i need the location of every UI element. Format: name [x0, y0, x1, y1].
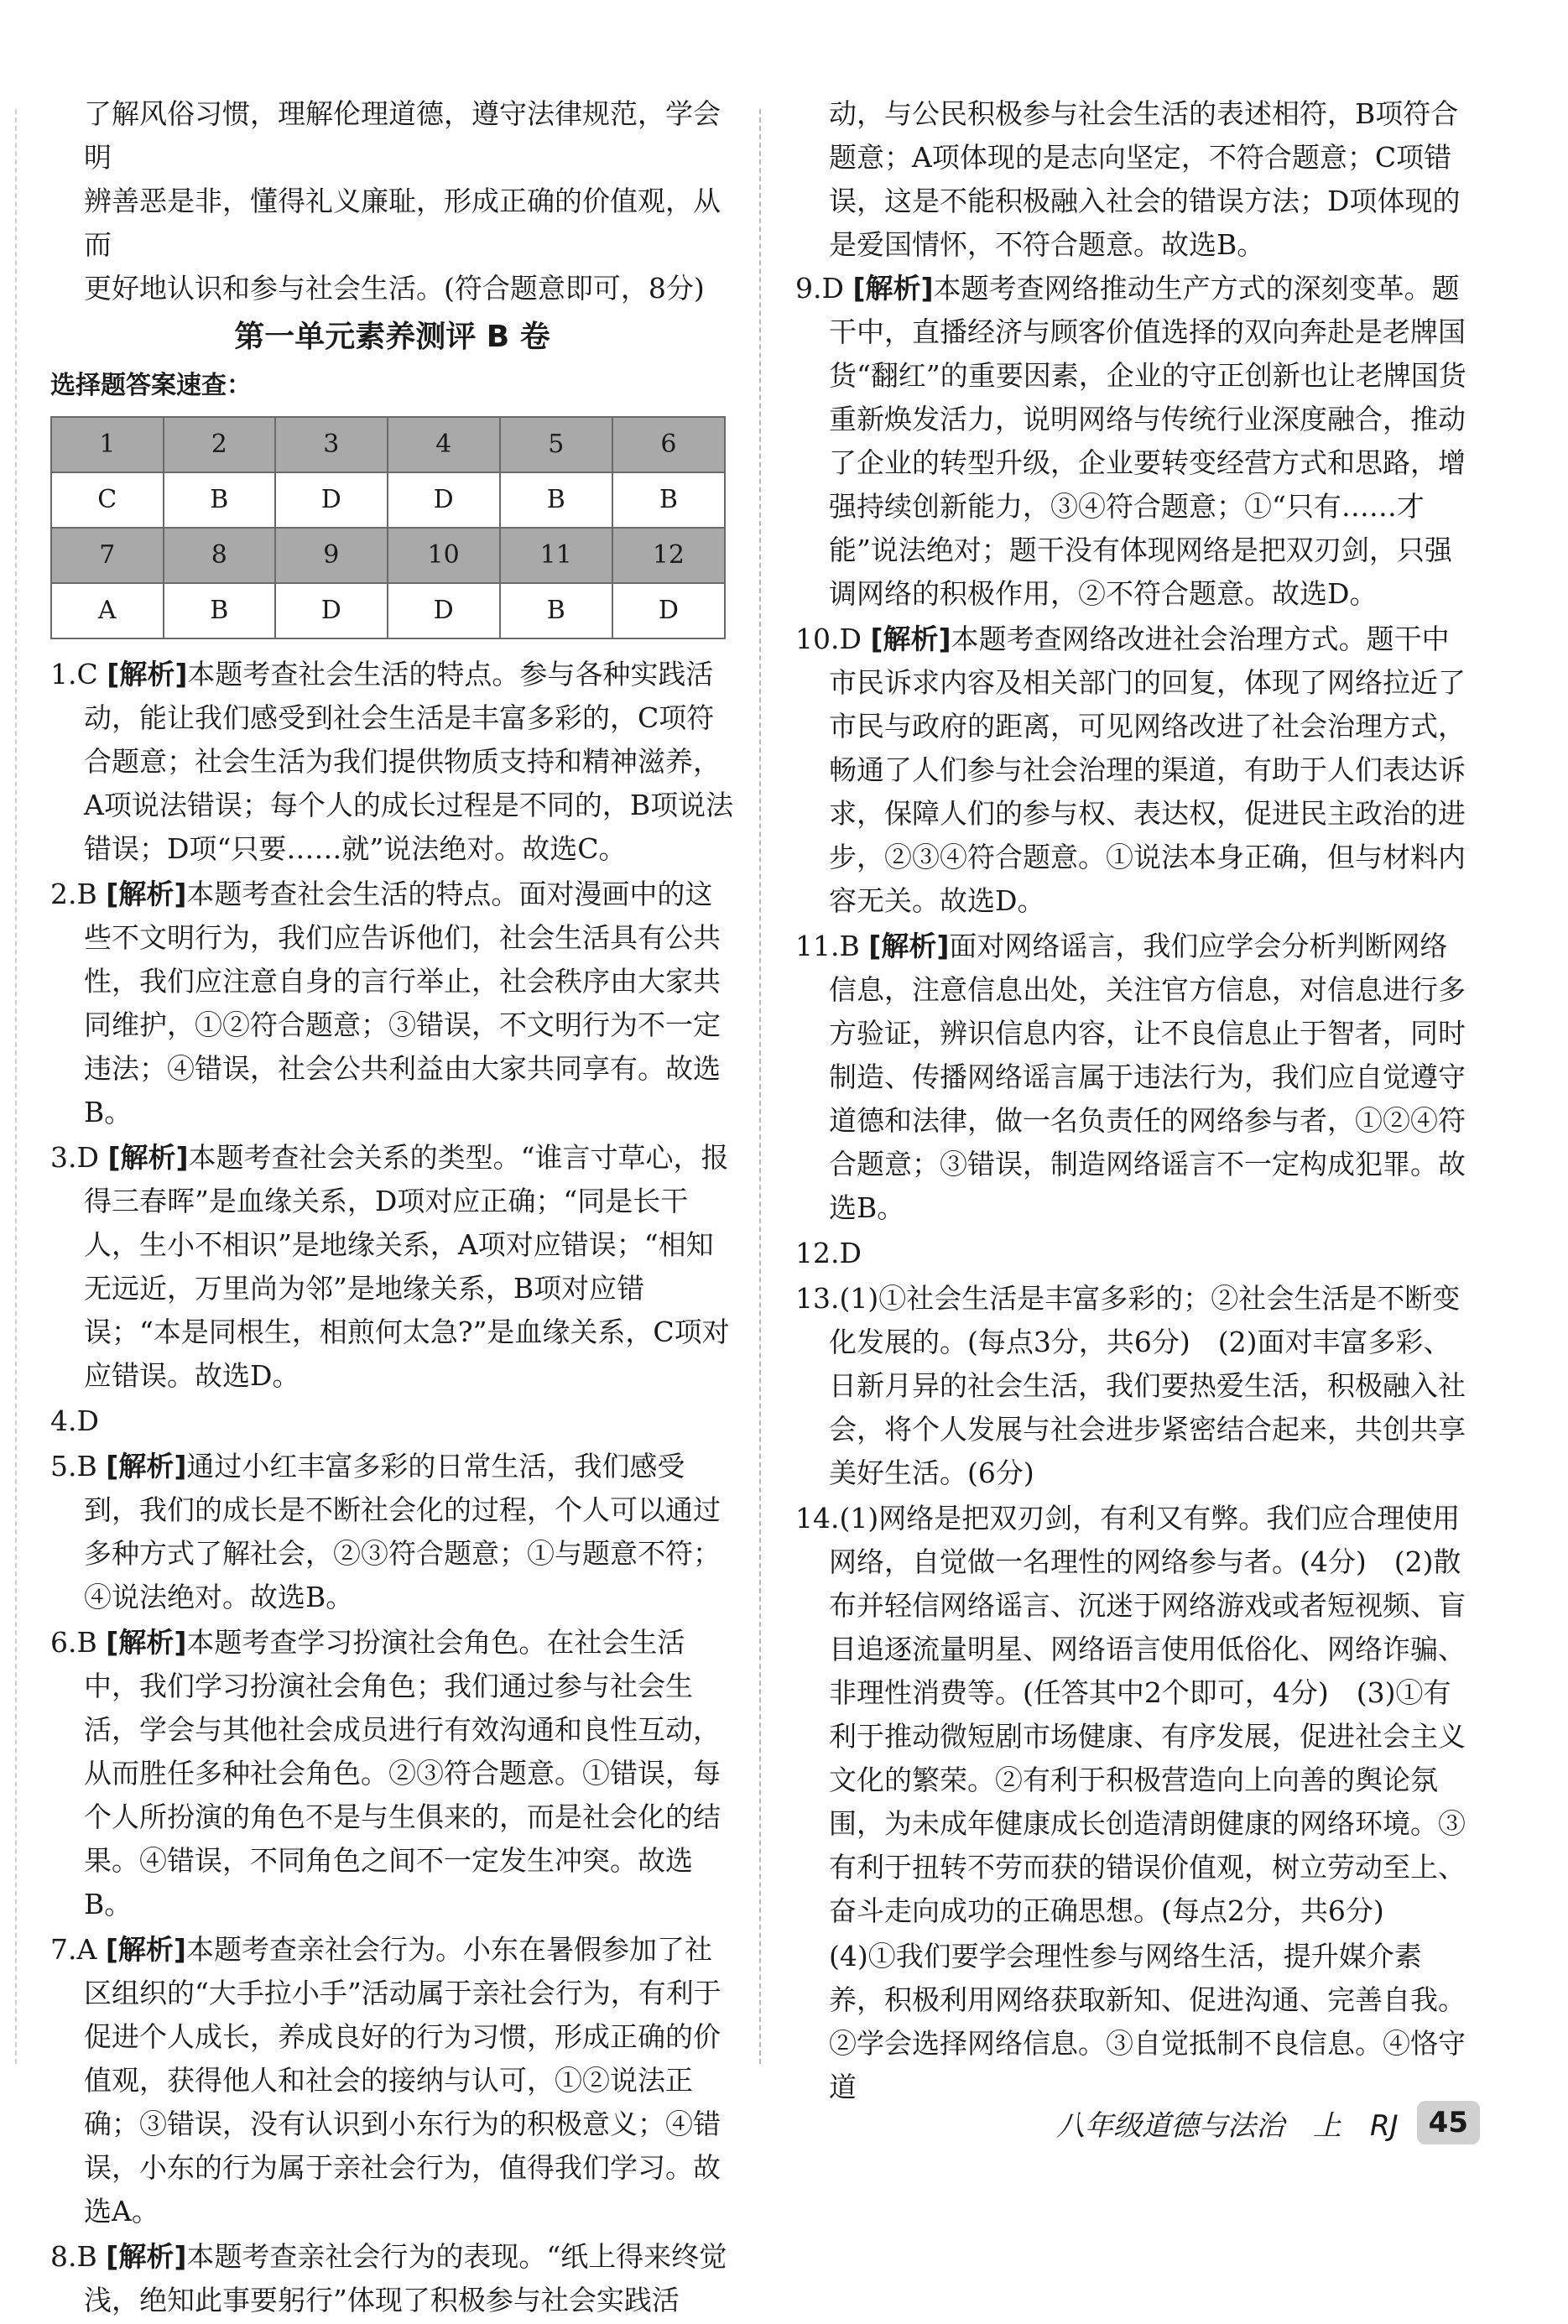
answer-table: [50, 416, 726, 639]
item-number: 11.B: [795, 930, 860, 962]
analysis-tag: [解析]: [870, 623, 951, 655]
item-number: 1.C: [50, 658, 98, 690]
right-column: [795, 92, 1475, 2109]
item-14-part-4: (4)①我们要学会理性参与网络生活，提升媒介素养，积极利用网络获取新知、促进沟通、完善自我。②学会选择网络信息。③自觉抵制不良信息。④恪守道: [829, 1940, 1466, 2103]
subject-label: 八年级道德与法治 上 RJ: [1056, 2108, 1399, 2143]
item-number: 13.: [795, 1282, 840, 1315]
item-number: 12.D: [795, 1237, 862, 1269]
page-number: 45: [1417, 2101, 1480, 2144]
section-title: 第一单元素养测评 B 卷: [234, 320, 550, 354]
item-text: 本题考查学习扮演社会角色。在社会生活中，我们学习扮演社会角色；我们通过参与社会生活，学会与其他社会成员进行有效沟通和良性互动，从而胜任多种社会角色。②③符合题意。①错误，每个人所扮演的角色不是与生俱来的，而是社会化的结果。④错误，不同角色之间不一定发生冲突。故选B。: [84, 1626, 721, 1920]
analysis-tag: [解析]: [106, 1626, 187, 1659]
question-number-cell: 8: [164, 528, 275, 583]
item-number: 6.B: [50, 1626, 97, 1659]
answer-table-number-row: [51, 528, 725, 583]
item-number: 8.B: [50, 2240, 97, 2273]
item-number: 10.D: [795, 623, 862, 655]
question-number-cell: 4: [388, 417, 500, 472]
analysis-tag: [解析]: [106, 1450, 187, 1482]
item-text: 本题考查亲社会行为的表现。“纸上得来终觉浅，绝知此事要躬行”体现了积极参与社会实践活: [84, 2240, 727, 2316]
item-text: 本题考查社会关系的类型。“谁言寸草心，报得三春晖”是血缘关系，D项对应正确；“同是长干人，生小不相识”是地缘关系，A项对应错误；“相知无远近，万里尚为邻”是地缘关系，B项对应错误；“本是同根生，相煎何太急?”是血缘关系，C项对应错误。故选D。: [84, 1141, 730, 1392]
answer-cell: D: [275, 583, 388, 638]
answer-table-number-row: [51, 417, 725, 472]
left-margin-dashes: [15, 109, 17, 2064]
question-number-cell: 2: [164, 417, 275, 472]
item-number: 5.B: [50, 1450, 97, 1482]
answer-item: [50, 1399, 734, 1443]
question-number-cell: 6: [612, 417, 725, 472]
question-number-cell: 9: [275, 528, 388, 583]
question-number-cell: 3: [275, 417, 388, 472]
item-text: 面对网络谣言，我们应学会分析判断网络信息，注意信息出处，关注官方信息，对信息进行多方验证，辨识信息内容，让不良信息止于智者，同时制造、传播网络谣言属于违法行为，我们应自觉遵守道德和法律，做一名负责任的网络参与者，①②④符合题意；③错误，制造网络谣言不一定构成犯罪。故选B。: [829, 930, 1466, 1224]
item-number: 7.A: [50, 1933, 97, 1966]
answer-table-answer-row: [51, 583, 725, 638]
analysis-tag: [解析]: [107, 1141, 189, 1174]
question-number-cell: 12: [612, 528, 725, 583]
answer-item: [795, 1277, 1475, 1495]
left-column: [50, 92, 734, 2324]
intro-line: 更好地认识和参与社会生活。(符合题意即可，8分): [84, 272, 705, 305]
analysis-tag: [解析]: [107, 658, 188, 690]
analysis-tag: [解析]: [106, 2240, 187, 2273]
answer-cell: D: [275, 472, 388, 528]
answer-item: [50, 653, 734, 871]
item-text: (1)①社会生活是丰富多彩的；②社会生活是不断变化发展的。(每点3分，共6分) (2)面对丰富多彩、日新月异的社会生活，我们要热爱生活，积极融入社会，将个人发展与社会进步紧密结合起来，共创共享美好生活。(6分): [829, 1282, 1466, 1489]
item-text: 本题考查社会生活的特点。面对漫画中的这些不文明行为，我们应告诉他们，社会生活具有公共性，我们应注意自身的言行举止，社会秩序由大家共同维护，①②符合题意；③错误，不文明行为不一定违法；④错误，社会公共利益由大家共同享有。故选B。: [84, 878, 721, 1128]
item-text: 本题考查网络推动生产方式的深刻变革。题干中，直播经济与顾客价值选择的双向奔赴是老牌国货“翻红”的重要因素，企业的守正创新也让老牌国货重新焕发活力，说明网络与传统行业深度融合，推动了企业的转型升级，企业要转变经营方式和思路，增强持续创新能力，③④符合题意；①“只有……才能”说法绝对；题干没有体现网络是把双刃剑，只强调网络的积极作用，②不符合题意。故选D。: [829, 272, 1466, 610]
intro-paragraph: [50, 92, 734, 310]
answer-cell: B: [500, 583, 612, 638]
item-number: 14.: [795, 1502, 840, 1535]
item-text: 本题考查社会生活的特点。参与各种实践活动，能让我们感受到社会生活是丰富多彩的，C项符合题意；社会生活为我们提供物质支持和精神滋养，A项说法错误；每个人的成长过程是不同的，B项说法错误；D项“只要……就”说法绝对。故选C。: [84, 658, 734, 865]
question-number-cell: 5: [500, 417, 612, 472]
item-text: 本题考查亲社会行为。小东在暑假参加了社区组织的“大手拉小手”活动属于亲社会行为，有利于促进个人成长，养成良好的行为习惯，形成正确的价值观，获得他人和社会的接纳与认可，①②说法正确；③错误，没有认识到小东行为的积极意义；④错误，小东的行为属于亲社会行为，值得我们学习。故选A。: [84, 1933, 721, 2228]
answer-item: [50, 1136, 734, 1398]
answer-cell: B: [612, 472, 725, 528]
answer-cell: C: [51, 472, 164, 528]
answer-cell: B: [500, 472, 612, 528]
item-text: (1)网络是把双刃剑，有利又有弊。我们应合理使用网络，自觉做一名理性的网络参与者。(4分) (2)散布并轻信网络谣言、沉迷于网络游戏或者短视频、盲目追逐流量明星、网络语言使用低俗化、网络诈骗、非理性消费等。(任答其中2个即可，4分) (3)①有利于推动微短剧市场健康、有序发展，促进社会主义文化的繁荣。②有利于积极营造向上向善的舆论氛围，为未成年健康成长创造清朗健康的网络环境。③有利于扭转不劳而获的错误价值观，树立劳动至上、奋斗走向成功的正确思想。(每点2分，共6分): [829, 1502, 1466, 1927]
analysis-tag: [解析]: [852, 272, 934, 305]
item-text: 通过小红丰富多彩的日常生活，我们感受到，我们的成长是不断社会化的过程，个人可以通过多种方式了解社会，②③符合题意；①与题意不符；④说法绝对。故选B。: [84, 1450, 721, 1613]
answer-item: [795, 925, 1475, 1230]
intro-line: 辨善恶是非，懂得礼义廉耻，形成正确的价值观，从而: [84, 185, 721, 261]
answer-item: [50, 1621, 734, 1926]
answer-item: [795, 1232, 1475, 1275]
item-number: 4.D: [50, 1404, 99, 1437]
answer-cell: B: [164, 472, 275, 528]
answer-cell: D: [388, 472, 500, 528]
question-number-cell: 1: [51, 417, 164, 472]
item-number: 3.D: [50, 1141, 99, 1174]
answer-item: [50, 1445, 734, 1619]
quick-answer-label: 选择题答案速查：: [50, 371, 252, 400]
question-number-cell: 11: [500, 528, 612, 583]
answer-cell: D: [388, 583, 500, 638]
analysis-tag: [解析]: [105, 1933, 186, 1966]
answer-item: [795, 617, 1475, 923]
analysis-tag: [解析]: [868, 930, 950, 962]
answer-cell: D: [612, 583, 725, 638]
answer-item: [50, 873, 734, 1134]
page-footer: [1056, 2101, 1480, 2144]
answer-item: [795, 267, 1475, 616]
column-divider: [759, 109, 761, 2064]
question-number-cell: 7: [51, 528, 164, 583]
analysis-tag: [解析]: [106, 878, 187, 910]
item-number: 9.D: [795, 272, 844, 305]
answer-cell: B: [164, 583, 275, 638]
item-number: 2.B: [50, 878, 97, 910]
item-8-continuation: 动，与公民积极参与社会生活的表述相符，B项符合题意；A项体现的是志向坚定，不符合题意；C项错误，这是不能积极融入社会的错误方法；D项体现的是爱国情怀，不符合题意。故选B。: [829, 97, 1461, 261]
intro-line: 了解风俗习惯，理解伦理道德，遵守法律规范，学会明: [84, 97, 721, 174]
answer-item: [50, 2235, 734, 2322]
question-number-cell: 10: [388, 528, 500, 583]
item-text: 本题考查网络改进社会治理方式。题干中市民诉求内容及相关部门的回复，体现了网络拉近了市民与政府的距离，可见网络改进了社会治理方式，畅通了人们参与社会治理的渠道，有助于人们表达诉求，保障人们的参与权、表达权，促进民主政治的进步，②③④符合题意。①说法本身正确，但与材料内容无关。故选D。: [829, 623, 1466, 917]
answer-cell: A: [51, 583, 164, 638]
answer-item: [50, 1928, 734, 2233]
answer-item: [795, 1497, 1475, 1933]
answer-table-answer-row: [51, 472, 725, 528]
